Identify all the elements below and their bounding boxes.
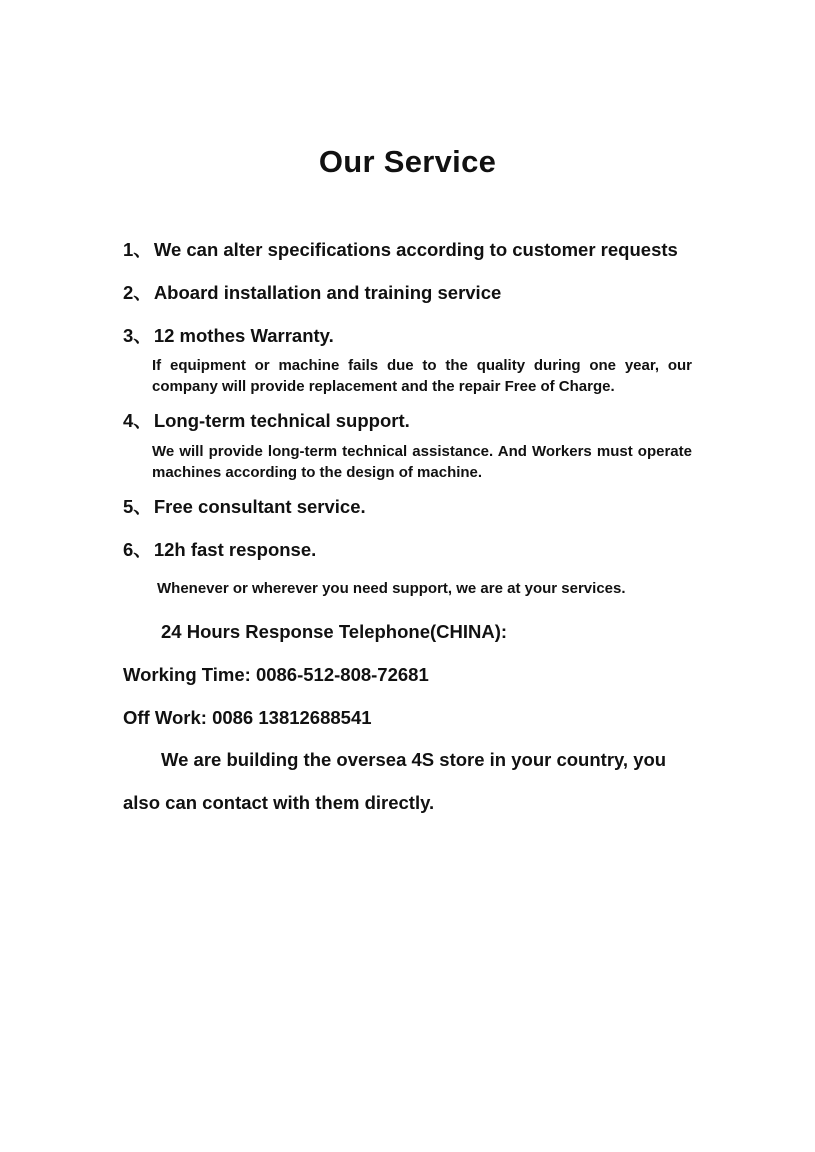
item-separator: 、 <box>133 239 152 260</box>
item-text: 12 mothes Warranty. <box>153 325 334 346</box>
item-number: 6 <box>123 539 134 560</box>
item-separator: 、 <box>133 410 152 431</box>
service-item-2 <box>123 279 501 305</box>
item-separator: 、 <box>133 496 152 517</box>
item-number: 5 <box>123 496 134 517</box>
item-separator: 、 <box>133 539 152 560</box>
item-text: We can alter specifications according to customer requests <box>153 239 678 260</box>
working-time-phone: Working Time: 0086-512-808-72681 <box>123 664 429 685</box>
item-text: 12h fast response. <box>153 539 317 560</box>
service-item-5 <box>123 493 366 519</box>
item-text: Aboard installation and training service <box>153 282 502 303</box>
item-number: 4 <box>123 410 134 431</box>
service-item-4 <box>123 407 410 433</box>
item-separator: 、 <box>133 282 152 303</box>
store-paragraph-line-1: We are building the oversea 4S store in your country, you <box>161 749 667 770</box>
warranty-note: If equipment or machine fails due to the quality during one year, our company will provide replacement and the repair Free of Charge. <box>152 357 692 395</box>
service-item-6 <box>123 536 316 562</box>
item-separator: 、 <box>133 325 152 346</box>
item-number: 2 <box>123 282 134 303</box>
item-number: 3 <box>123 325 134 346</box>
item-text: Free consultant service. <box>153 496 366 517</box>
store-paragraph-line-2: also can contact with them directly. <box>123 792 435 813</box>
hotline-heading: 24 Hours Response Telephone(CHINA): <box>161 621 508 642</box>
support-note: We will provide long-term technical assistance. And Workers must operate machines according to the design of machine. <box>152 443 692 481</box>
page-title: Our Service <box>318 144 497 179</box>
off-work-phone: Off Work: 0086 13812688541 <box>123 707 372 728</box>
service-item-1 <box>123 236 678 262</box>
service-item-3 <box>123 322 334 348</box>
response-note: Whenever or wherever you need support, we are at your services. <box>157 580 626 597</box>
item-number: 1 <box>123 239 134 260</box>
item-text: Long-term technical support. <box>153 410 410 431</box>
